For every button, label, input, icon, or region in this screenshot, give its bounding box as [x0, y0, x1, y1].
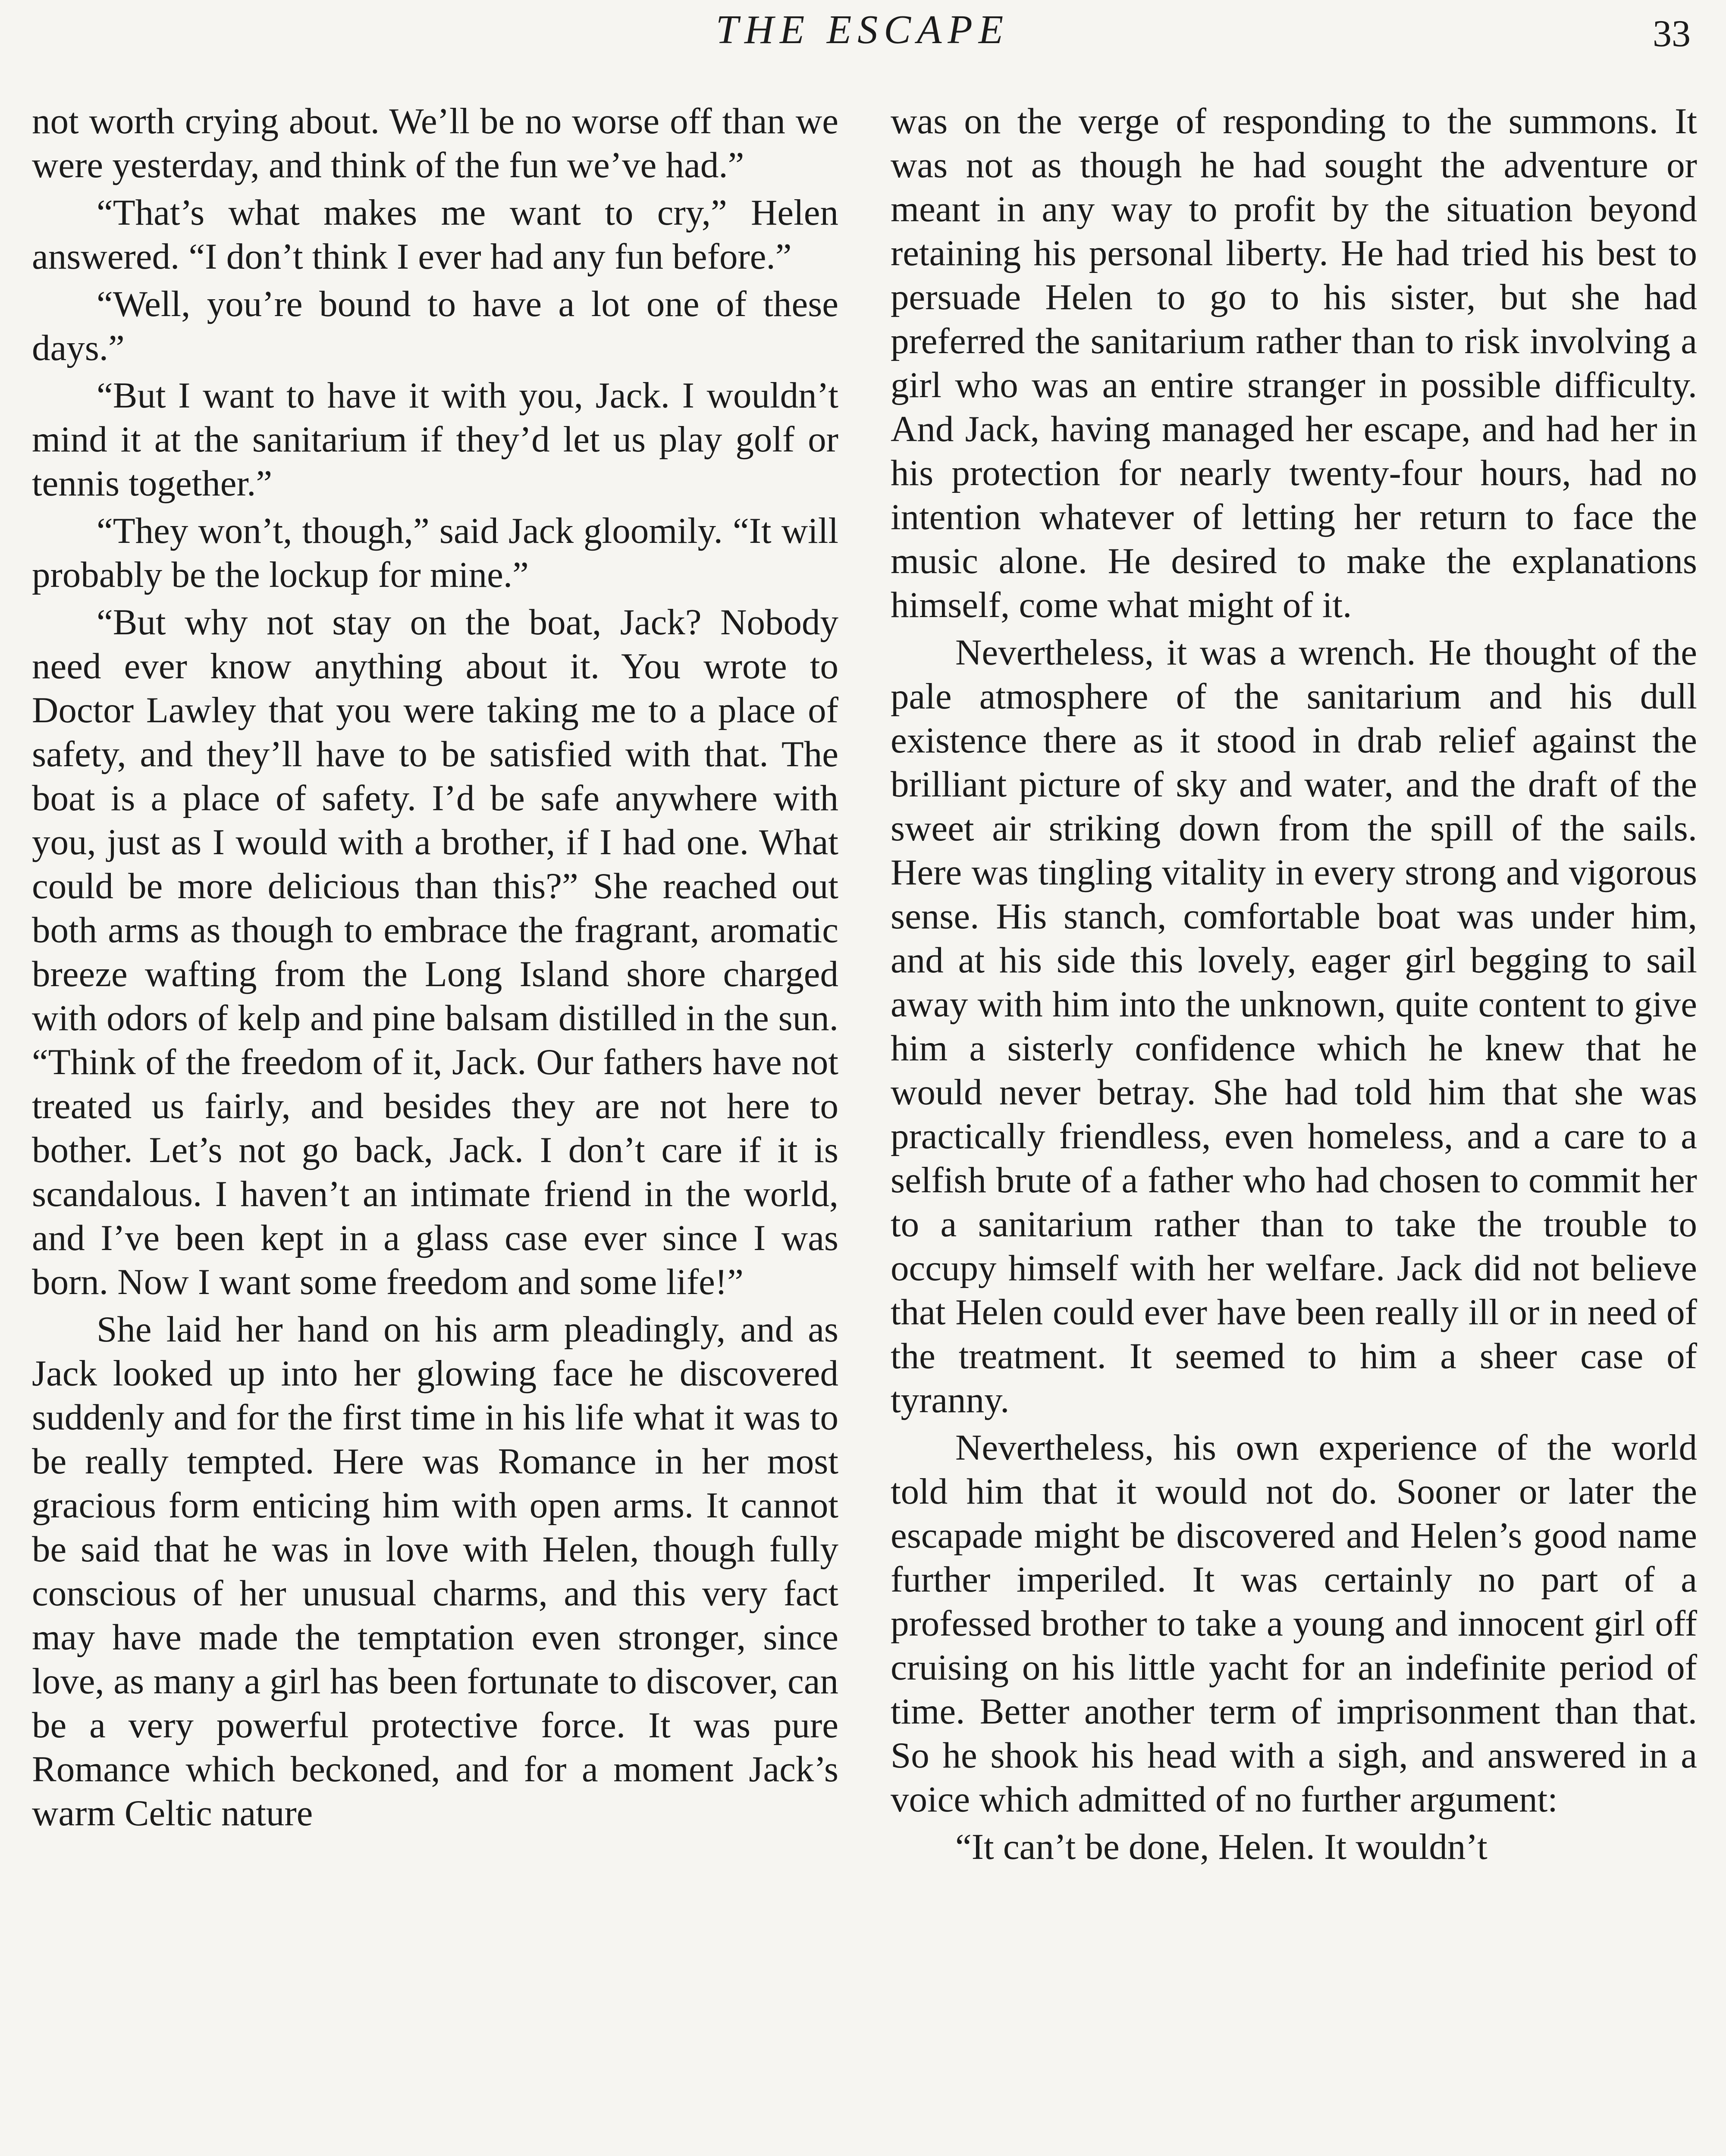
paragraph: “It can’t be done, Helen. It wouldn’t	[955, 1827, 1487, 1867]
paragraph: not worth crying about. We’ll be no worse off than we were yesterday, and think of the fun we’ve had.”	[32, 101, 838, 185]
paragraph: “Well, you’re bound to have a lot one of these days.”	[32, 284, 838, 368]
paragraph: She laid her hand on his arm pleadingly, and as Jack looked up into her glowing face he discovered suddenly and for the first time in his life what it was to be really tempted. Here was Romance in her most gracious form enticing him with open arms. It cannot be said that he was in love with Helen, though fully conscious of her unusual charms, and this very fact may have made the temptation even stronger, since love, as many a girl has been fortunate to discover, can be a very powerful protective force. It was pure Romance which beckoned, and for a moment Jack’s warm Celtic nature	[32, 1309, 838, 1833]
right-column	[891, 99, 1697, 1872]
paragraph: “They won’t, though,” said Jack gloomily. “It will probably be the lockup for mine.”	[32, 511, 838, 595]
paragraph: Nevertheless, it was a wrench. He thought of the pale atmosphere of the sanitarium and his dull existence there as it stood in drab relief against the brilliant picture of sky and water, and the draft of the sweet air striking down from the spill of the sails. Here was tingling vitality in every strong and vigorous sense. His stanch, comfortable boat was under him, and at his side this lovely, eager girl begging to sail away with him into the unknown, quite content to give him a sisterly confidence which he knew that he would never betray. She had told him that she was practically friendless, even homeless, and a care to a selfish brute of a father who had chosen to commit her to a sanitarium rather than to take the trouble to occupy himself with her welfare. Jack did not believe that Helen could ever have been really ill or in need of the treatment. It seemed to him a sheer case of tyranny.	[891, 632, 1697, 1420]
left-column	[32, 99, 838, 1839]
page-number: 33	[1653, 13, 1691, 55]
paragraph: Nevertheless, his own experience of the world told him that it would not do. Sooner or later the escapade might be discovered and Helen’s good name further imperiled. It was certainly no part of a professed brother to take a young and innocent girl off cruising on his little yacht for an indefinite period of time. Better another term of imprisonment than that. So he shook his head with a sigh, and answered in a voice which admitted of no further argument:	[891, 1427, 1697, 1820]
running-title: THE ESCAPE	[716, 7, 1010, 52]
paragraph: “That’s what makes me want to cry,” Helen answered. “I don’t think I ever had any fun before.”	[32, 192, 838, 277]
paragraph: “But I want to have it with you, Jack. I wouldn’t mind it at the sanitarium if they’d let us play golf or tennis together.”	[32, 375, 838, 504]
paragraph: “But why not stay on the boat, Jack? Nobody need ever know anything about it. You wrote to Doctor Lawley that you were taking me to a place of safety, and they’ll have to be satisfied with that. The boat is a place of safety. I’d be safe anywhere with you, just as I would with a brother, if I had one. What could be more delicious than this?” She reached out both arms as though to embrace the fragrant, aromatic breeze wafting from the Long Island shore charged with odors of kelp and pine balsam distilled in the sun. “Think of the freedom of it, Jack. Our fathers have not treated us fairly, and besides they are not here to bother. Let’s not go back, Jack. I don’t care if it is scandalous. I haven’t an intimate friend in the world, and I’ve been kept in a glass case ever since I was born. Now I want some freedom and some life!”	[32, 602, 838, 1302]
paragraph: was on the verge of responding to the summons. It was not as though he had sought the adventure or meant in any way to profit by the situation beyond retaining his personal liberty. He had tried his best to persuade Helen to go to his sister, but she had preferred the sanitarium rather than to risk involving a girl who was an entire stranger in possible difficulty. And Jack, having managed her escape, and had her in his protection for nearly twenty-four hours, had no intention whatever of letting her return to face the music alone. He desired to make the explanations himself, come what might of it.	[891, 101, 1697, 625]
